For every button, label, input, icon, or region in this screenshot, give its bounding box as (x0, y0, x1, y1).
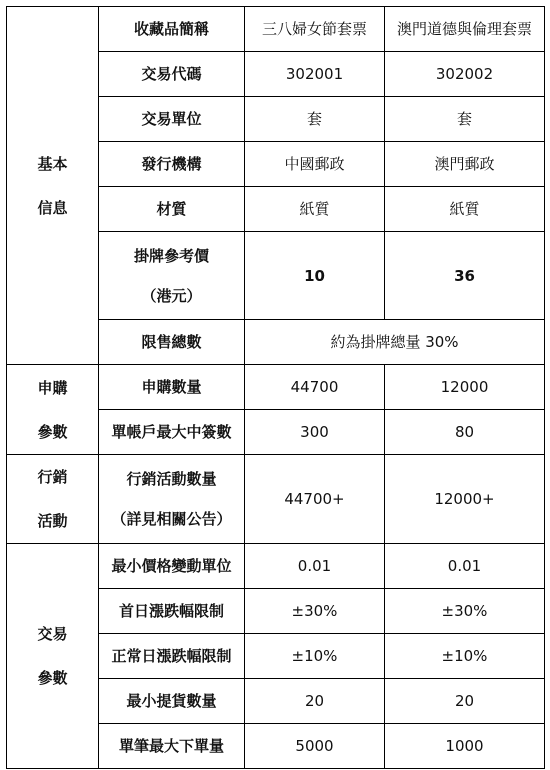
value-col-a: 三八婦女節套票 (245, 7, 385, 52)
row-label: 單筆最大下單量 (99, 724, 245, 769)
value-col-a: ±10% (245, 634, 385, 679)
value-col-a: 紙質 (245, 187, 385, 232)
value-col-a: 0.01 (245, 544, 385, 589)
row-label: 交易代碼 (99, 52, 245, 97)
category-label-line1: 基本 (37, 154, 68, 173)
value-col-a: 44700+ (245, 455, 385, 544)
category-subscription (7, 365, 99, 455)
category-label-line2: 活動 (37, 512, 68, 530)
row-label: 最小價格變動單位 (99, 544, 245, 589)
row-label: 申購數量 (99, 365, 245, 410)
limit-label: 限售總數 (99, 320, 245, 365)
category-label-line1: 交易 (37, 625, 68, 643)
price-col-a: 10 (245, 232, 385, 320)
value-col-a: 44700 (245, 365, 385, 410)
value-col-a: 套 (245, 97, 385, 142)
price-col-b: 36 (385, 232, 545, 320)
row-label: 最小提貨數量 (99, 679, 245, 724)
limit-value: 約為掛牌總量 30% (245, 320, 545, 365)
row-label: 正常日漲跌幅限制 (99, 634, 245, 679)
value-col-b: 澳門郵政 (385, 142, 545, 187)
category-label-line1: 申購 (37, 378, 68, 397)
row-label: 交易單位 (99, 97, 245, 142)
category-label-line2: 參數 (37, 669, 68, 687)
value-col-b: 302002 (385, 52, 545, 97)
value-col-b: 12000+ (385, 455, 545, 544)
value-col-b: 紙質 (385, 187, 545, 232)
category-label-line2: 信息 (37, 198, 68, 217)
value-col-a: 300 (245, 410, 385, 455)
collectible-info-table (6, 6, 545, 769)
category-basic-info (7, 7, 99, 365)
category-trading (7, 544, 99, 769)
row-label: 材質 (99, 187, 245, 232)
price-label-line1: 掛牌參考價 (133, 246, 209, 265)
table-row (7, 455, 545, 544)
value-col-a: 302001 (245, 52, 385, 97)
value-col-a: ±30% (245, 589, 385, 634)
value-col-b: ±30% (385, 589, 545, 634)
row-label: 發行機構 (99, 142, 245, 187)
category-marketing (7, 455, 99, 544)
value-col-a: 中國郵政 (245, 142, 385, 187)
value-col-b: 12000 (385, 365, 545, 410)
value-col-b: 80 (385, 410, 545, 455)
marketing-label (99, 455, 245, 544)
price-label-line2: （港元） (141, 286, 202, 305)
table-row (7, 7, 545, 52)
table-row (7, 544, 545, 589)
category-label-line2: 參數 (37, 422, 68, 441)
marketing-label-line1: 行銷活動數量 (126, 470, 217, 488)
value-col-b: 套 (385, 97, 545, 142)
marketing-label-line2: （詳見相關公告） (111, 510, 232, 528)
value-col-b: 澳門道德與倫理套票 (385, 7, 545, 52)
row-label: 單帳戶最大中簽數 (99, 410, 245, 455)
value-col-b: 0.01 (385, 544, 545, 589)
category-label-line1: 行銷 (37, 468, 68, 486)
value-col-b: 1000 (385, 724, 545, 769)
value-col-b: 20 (385, 679, 545, 724)
value-col-a: 5000 (245, 724, 385, 769)
price-label (99, 232, 245, 320)
value-col-a: 20 (245, 679, 385, 724)
row-label: 收藏品簡稱 (99, 7, 245, 52)
table-row (7, 365, 545, 410)
row-label: 首日漲跌幅限制 (99, 589, 245, 634)
value-col-b: ±10% (385, 634, 545, 679)
